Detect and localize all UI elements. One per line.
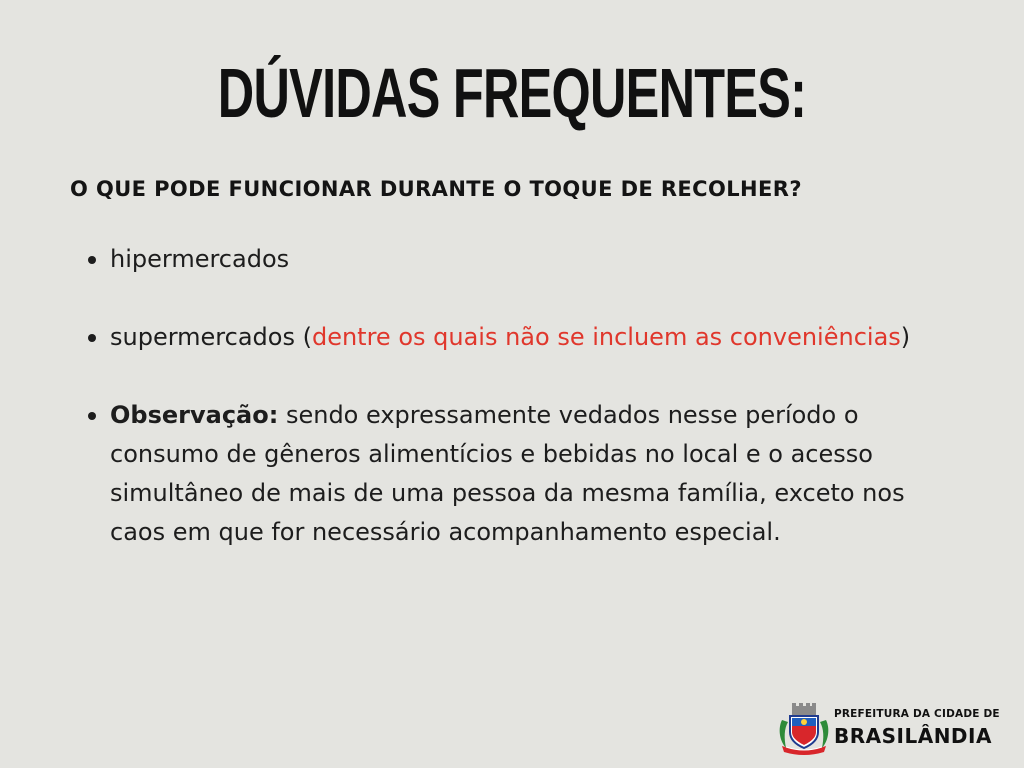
answer-list — [88, 240, 948, 552]
observation-label: Observação: — [110, 401, 279, 429]
list-item-supermercados — [88, 318, 948, 357]
list-item-hipermercados — [88, 240, 948, 279]
item-text: supermercados ( — [110, 323, 312, 351]
question-heading: O QUE PODE FUNCIONAR DURANTE O TOQUE DE RECOLHER? — [70, 177, 802, 201]
city-hall-logo — [776, 702, 1008, 756]
bullet-icon — [88, 412, 96, 420]
logo-line-brasilandia: BRASILÂNDIA — [834, 724, 992, 748]
bullet-icon — [88, 256, 96, 264]
item-text-closing: ) — [900, 323, 911, 351]
city-crest-icon — [776, 702, 832, 756]
logo-line-prefeitura: PREFEITURA DA CIDADE DE — [834, 708, 1000, 720]
list-item-observacao — [88, 396, 948, 552]
item-text: hipermercados — [110, 245, 290, 273]
item-highlight-text: dentre os quais não se incluem as conveniências — [311, 323, 901, 351]
observation-text: sendo expressamente vedados nesse período o consumo de gêneros alimentícios e bebidas no local e o acesso simultâneo de mais de uma pessoa da mesma família, exceto nos caos em que for necessário acompanhamento especial. — [110, 401, 905, 546]
bullet-icon — [88, 334, 96, 342]
page-title: DÚVIDAS FREQUENTES: — [217, 54, 807, 132]
